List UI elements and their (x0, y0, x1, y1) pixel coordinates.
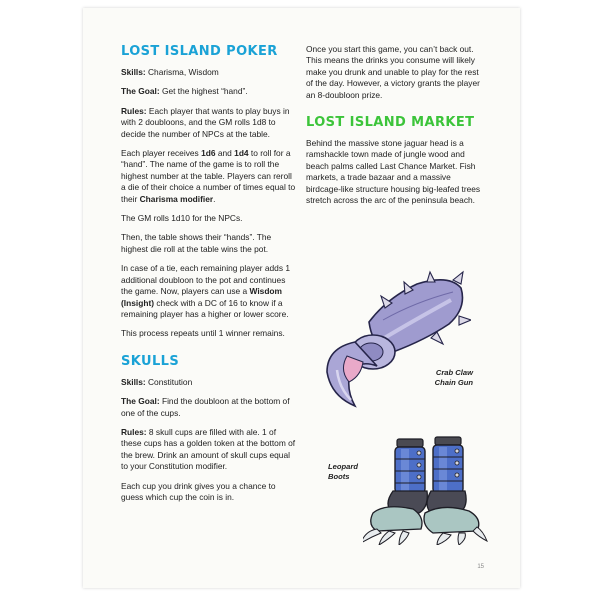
skulls-rules-label: Rules: (121, 426, 147, 437)
text-run-bold: Wisdom (Insight) (121, 286, 282, 308)
left-column (121, 44, 296, 511)
text-run: and (215, 148, 235, 159)
skulls-skills-value: Constitution (145, 376, 193, 387)
caption-line: Crab Claw (435, 368, 473, 377)
caption-line: Boots (328, 472, 350, 481)
intro-paragraph: Once you start this game, you can’t back out. This means the drinks you consume will likely make you drunk and unable to play for the rest of the day. However, a victory grants the player an 8-doubloon prize. (306, 44, 480, 100)
text-run-bold: 1d4 (234, 148, 249, 159)
poker-skills-label: Skills: (121, 67, 146, 77)
poker-rules-value: Each player that wants to play buys in with 2 doubloons, and the GM rolls 1d8 to decide the number of NPCs at the table. (121, 105, 290, 139)
caption-line: Leopard (328, 462, 358, 471)
caption-line: Chain Gun (434, 378, 473, 387)
text-run-bold: 1d6 (201, 148, 216, 159)
poker-paragraph-repeat: This process repeats until 1 winner remains. (121, 328, 285, 339)
text-run: In case of a tie, each remaining player adds 1 additional doubloon to the pot and continues the game. Now, players can use a (121, 263, 290, 297)
poker-rules (121, 106, 296, 140)
text-run: to roll for a “hand”. The name of the game is to roll the highest number at the table. Players can reroll a die of their choice a number of times equal to their (121, 148, 296, 204)
skulls-rules (121, 427, 296, 473)
leopard-boots-illustration (363, 433, 493, 545)
market-heading: LOST ISLAND MARKET (306, 115, 475, 131)
poker-paragraph-dice (121, 148, 296, 205)
skulls-skills (121, 377, 296, 388)
text-run: check with a DC of 16 to know if a remaining player has a higher or lower score. (121, 297, 289, 319)
skulls-goal-value: Find the doubloon at the bottom of one of the cups. (121, 396, 290, 418)
skulls-paragraph-guess: Each cup you drink gives you a chance to guess which cup the coin is in. (121, 480, 276, 502)
poker-paragraph-hands: Then, the table shows their “hands”. The highest die roll at the table wins the pot. (121, 232, 272, 254)
crab-claw-caption (433, 368, 473, 388)
right-column (306, 44, 482, 214)
poker-goal (121, 86, 296, 97)
poker-paragraph-tie (121, 263, 296, 320)
text-run: Each player receives (121, 148, 202, 159)
poker-heading: LOST ISLAND POKER (121, 44, 278, 59)
leopard-boots-caption (328, 462, 358, 482)
skulls-skills-label: Skills: (121, 376, 146, 387)
poker-goal-value: Get the highest “hand”. (159, 86, 248, 97)
text-run: . (213, 193, 216, 204)
skulls-heading: SKULLS (121, 353, 180, 369)
crab-claw-illustration (321, 270, 471, 410)
skulls-goal-label: The Goal: (121, 396, 160, 407)
poker-skills (121, 67, 296, 78)
skulls-rules-value: 8 skull cups are filled with ale. 1 of these cups has a golden token at the bottom of the brew. Drink an amount of skull cups equal to your Constitution modifier. (121, 426, 296, 472)
market-paragraph: Behind the massive stone jaguar head is a ramshackle town made of jungle wood and beach palms called Last Chance Market. Fish markets, a trade bazaar and a massive birdcage-like structure housing big-leafed trees stretch across the arc of the peninsula beach. (306, 138, 481, 206)
poker-goal-label: The Goal: (121, 86, 160, 97)
poker-rules-label: Rules: (121, 105, 147, 116)
poker-skills-value: Charisma, Wisdom (145, 67, 219, 77)
poker-paragraph-gm: The GM rolls 1d10 for the NPCs. (121, 213, 243, 224)
skulls-goal (121, 396, 296, 419)
text-run-bold: Charisma modifier (139, 193, 214, 204)
page-number: 15 (477, 564, 484, 570)
book-page (83, 8, 520, 588)
